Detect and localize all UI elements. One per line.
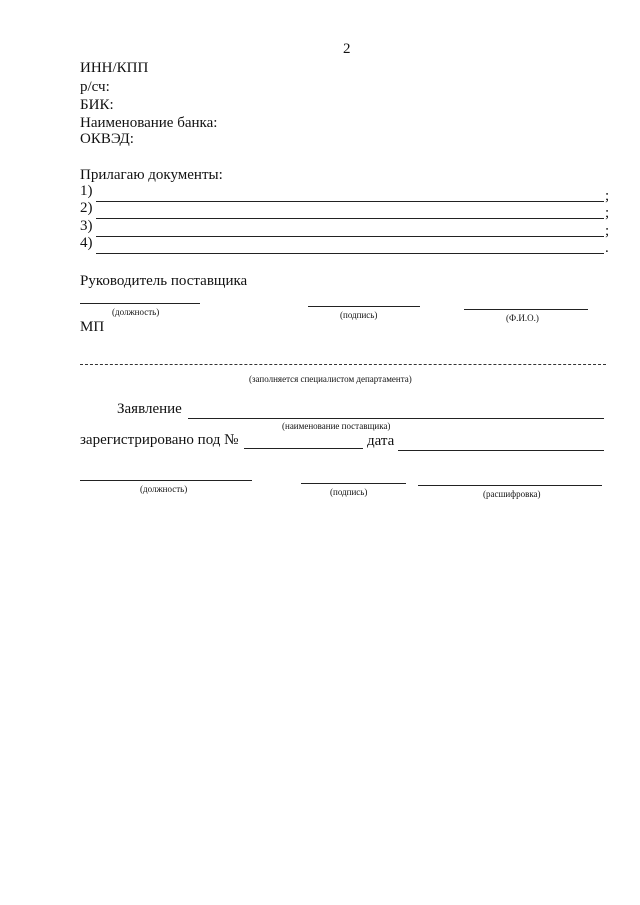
registration-number-line[interactable] [244, 448, 363, 449]
date-line[interactable] [398, 450, 604, 451]
supplier-head-title: Руководитель поставщика [80, 273, 248, 289]
attachment-end: ; [605, 205, 610, 221]
signature-line[interactable] [308, 306, 420, 307]
attachment-line[interactable] [96, 201, 604, 202]
supplier-name-caption: (наименование поставщика) [282, 421, 391, 431]
statement-label: Заявление [117, 401, 182, 417]
attachment-number: 4) [80, 235, 93, 251]
section-divider [80, 364, 606, 365]
attachment-line[interactable] [96, 236, 604, 237]
bik-label: БИК: [80, 97, 114, 113]
full-name-line[interactable] [464, 309, 588, 310]
attachment-number: 1) [80, 183, 93, 199]
page-number: 2 [343, 41, 351, 57]
attachment-line[interactable] [96, 253, 604, 254]
position-caption: (должность) [112, 307, 160, 317]
specialist-decoding-line[interactable] [418, 485, 602, 486]
attachment-line[interactable] [96, 218, 604, 219]
okved-label: ОКВЭД: [80, 131, 134, 147]
specialist-signature-line[interactable] [301, 483, 406, 484]
account-label: р/сч: [80, 79, 110, 95]
specialist-position-caption: (должность) [140, 484, 188, 494]
attachment-number: 3) [80, 218, 93, 234]
department-caption: (заполняется специалистом департамента) [249, 374, 412, 384]
attachment-number: 2) [80, 200, 93, 216]
attachment-end: . [605, 240, 609, 256]
attachments-heading: Прилагаю документы: [80, 167, 223, 183]
registered-label: зарегистрировано под № [80, 432, 239, 448]
position-line[interactable] [80, 303, 200, 304]
attachment-end: ; [605, 188, 610, 204]
supplier-name-line[interactable] [188, 418, 604, 419]
specialist-decoding-caption: (расшифровка) [483, 489, 541, 499]
attachment-end: ; [605, 223, 610, 239]
specialist-signature-caption: (подпись) [330, 487, 368, 497]
stamp-label: МП [80, 319, 105, 335]
full-name-caption: (Ф.И.О.) [506, 313, 539, 323]
inn-kpp-label: ИНН/КПП [80, 60, 149, 76]
signature-caption: (подпись) [340, 310, 378, 320]
bank-name-label: Наименование банка: [80, 115, 218, 131]
specialist-position-line[interactable] [80, 480, 252, 481]
date-label: дата [367, 433, 395, 449]
